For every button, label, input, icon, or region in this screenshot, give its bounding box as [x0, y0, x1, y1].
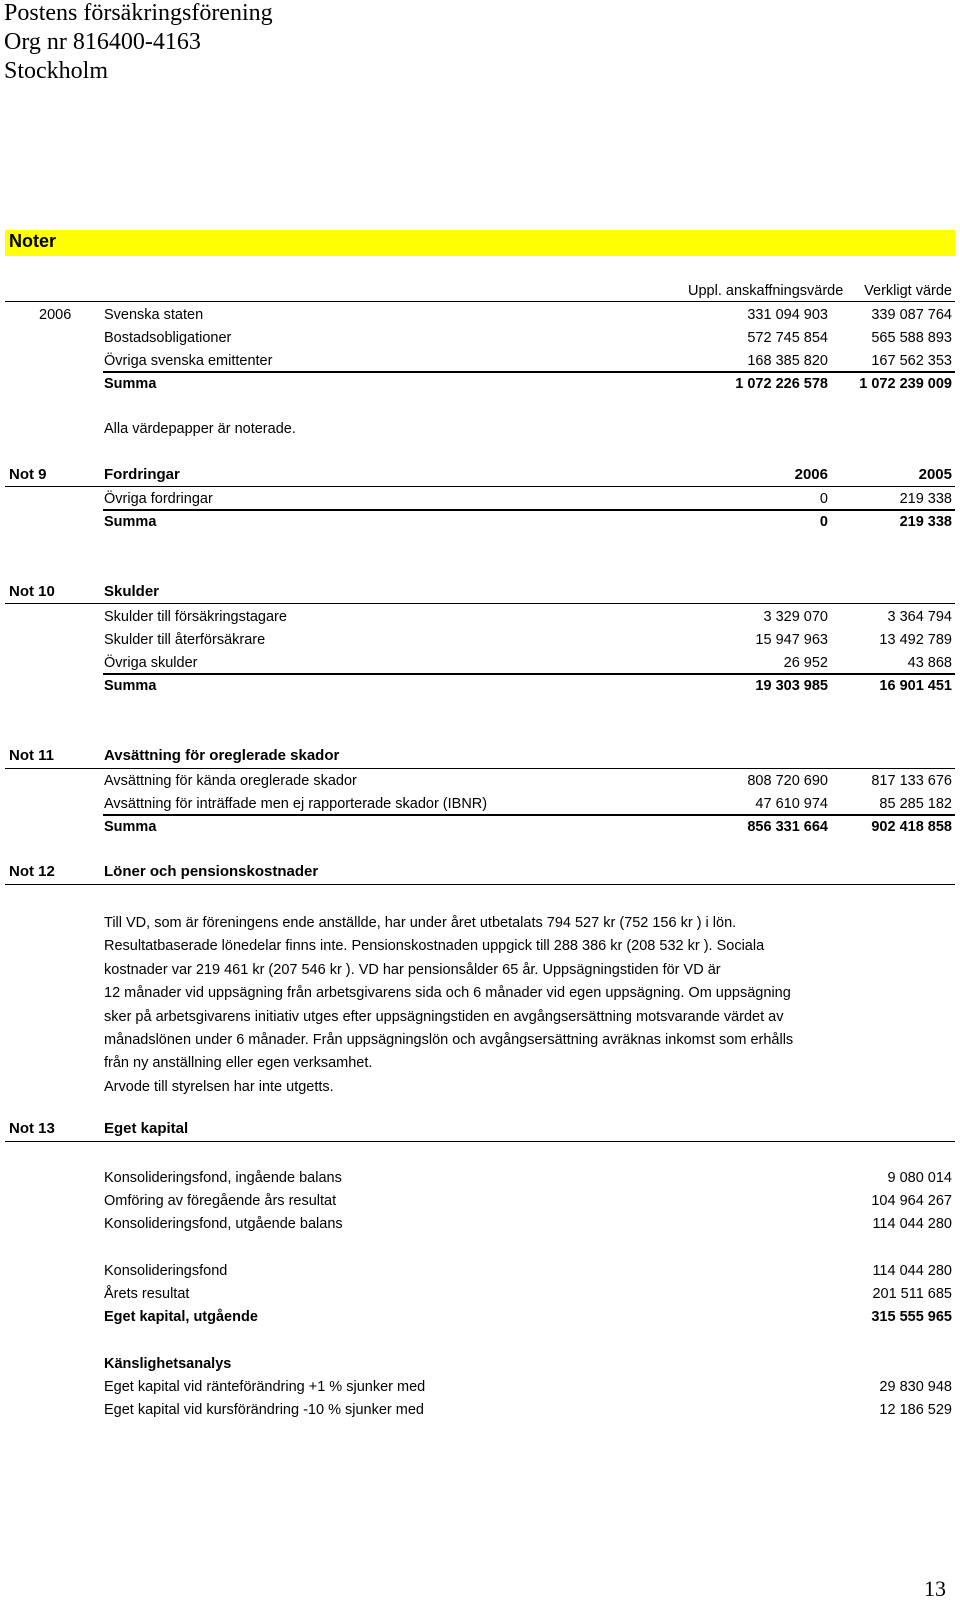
table-row-value: 43 868	[907, 655, 952, 671]
col-header-fair-value: Verkligt värde	[864, 283, 952, 299]
table-row-label: Övriga fordringar	[104, 491, 213, 507]
sum-value: 19 303 985	[755, 678, 828, 694]
paragraph-line: 12 månader vid uppsägning från arbetsgivarens sida och 6 månader vid egen uppsägning. Om uppsägning	[104, 985, 791, 1002]
table-row-value: 26 952	[783, 655, 828, 671]
sum-value: 219 338	[899, 514, 952, 530]
page-number: 13	[924, 1576, 946, 1601]
table-row-value: 0	[819, 491, 828, 507]
org-name: Postens försäkringsförening	[4, 0, 273, 26]
table-row-value: 167 562 353	[871, 353, 952, 369]
investments-note: Alla värdepapper är noterade.	[104, 421, 296, 437]
sum-value: 16 901 451	[879, 678, 952, 694]
list-item-value: 114 044 280	[872, 1263, 952, 1279]
list-item-value: 104 964 267	[871, 1193, 952, 1209]
sum-value: 1 072 226 578	[735, 376, 828, 392]
sum-label: Summa	[104, 376, 157, 392]
divider	[5, 768, 955, 769]
divider	[5, 884, 955, 885]
table-row-value: 3 364 794	[887, 609, 952, 625]
org-number: Org nr 816400-4163	[4, 29, 201, 55]
table-row-value: 565 588 893	[871, 330, 952, 346]
note-number: Not 11	[9, 747, 55, 764]
table-row-value: 15 947 963	[755, 632, 828, 648]
paragraph-line: Till VD, som är föreningens ende anställde, har under året utbetalats 794 527 kr (752 156 kr ) i lön.	[104, 915, 737, 931]
note-number: Not 10	[9, 583, 55, 600]
table-row-value: 808 720 690	[747, 773, 828, 789]
notes-title: Noter	[9, 231, 57, 251]
list-item-value: 114 044 280	[872, 1216, 952, 1232]
list-item-label: Årets resultat	[104, 1286, 190, 1302]
note-title: Fordringar	[104, 466, 180, 483]
list-item-label: Konsolideringsfond, utgående balans	[104, 1216, 343, 1232]
list-item-label: Konsolideringsfond, ingående balans	[104, 1170, 342, 1186]
table-row-label: Övriga svenska emittenter	[104, 353, 273, 369]
table-row-value: 13 492 789	[879, 632, 952, 648]
list-item-label: Eget kapital vid kursförändring -10 % sjunker med	[104, 1402, 424, 1418]
table-row-label: Skulder till återförsäkrare	[104, 632, 266, 648]
list-item-label: Omföring av föregående års resultat	[104, 1193, 337, 1209]
sum-label: Summa	[104, 514, 157, 530]
list-item-label: Konsolideringsfond	[104, 1263, 228, 1279]
paragraph-line: sker på arbetsgivarens initiativ utges efter uppsägningstiden en avgångsersättning motsvarande värdet av	[104, 1008, 784, 1025]
list-item-value: 201 511 685	[872, 1286, 952, 1302]
list-item-value: 29 830 948	[879, 1379, 952, 1395]
table-row-label: Avsättning för inträffade men ej rapporterade skador (IBNR)	[104, 796, 488, 812]
table-row-value: 3 329 070	[763, 609, 828, 625]
sum-divider	[103, 509, 955, 511]
table-row-label: Svenska staten	[104, 307, 204, 323]
paragraph-line: månadslönen under 6 månader. Från uppsägningslön och avgångsersättning avräknas inkomst som erhålls	[104, 1032, 794, 1049]
note-title: Eget kapital	[104, 1120, 189, 1137]
org-city: Stockholm	[4, 58, 109, 84]
paragraph-line: Arvode till styrelsen har inte utgetts.	[104, 1078, 334, 1095]
sum-value: 0	[819, 514, 828, 530]
table-row-value: 47 610 974	[755, 796, 828, 812]
note-title: Avsättning för oreglerade skador	[104, 747, 340, 764]
sum-value: 902 418 858	[871, 819, 952, 835]
list-item-value: 9 080 014	[887, 1170, 952, 1186]
sum-label: Summa	[104, 819, 157, 835]
col-header-2006: 2006	[794, 466, 828, 483]
note-number: Not 12	[9, 863, 55, 880]
paragraph-line: kostnader var 219 461 kr (207 546 kr ). VD har pensionsålder 65 år. Uppsägningstiden för VD är	[104, 961, 721, 978]
sum-divider	[103, 673, 955, 675]
table-row-value: 339 087 764	[871, 307, 952, 323]
divider	[5, 301, 955, 302]
sum-label: Summa	[104, 678, 157, 694]
paragraph-line: Resultatbaserade lönedelar finns inte. Pensionskostnaden uppgick till 288 386 kr (208 532 kr ). Sociala	[104, 938, 765, 955]
table-row-value: 331 094 903	[747, 307, 828, 323]
sum-divider	[103, 371, 955, 373]
divider	[5, 1141, 955, 1142]
table-row-value: 572 745 854	[747, 330, 828, 346]
list-item-value: 12 186 529	[879, 1402, 952, 1418]
investments-year: 2006	[39, 307, 72, 323]
note-title: Skulder	[104, 583, 160, 600]
divider	[5, 603, 955, 604]
sum-divider	[103, 814, 955, 816]
sensitivity-title: Känslighetsanalys	[104, 1356, 232, 1372]
table-row-value: 85 285 182	[879, 796, 952, 812]
table-row-value: 168 385 820	[747, 353, 828, 369]
salary-paragraph	[104, 912, 844, 1099]
total-value: 315 555 965	[871, 1309, 952, 1325]
table-row-value: 219 338	[899, 491, 952, 507]
note-number: Not 13	[9, 1120, 55, 1137]
table-row-label: Bostadsobligationer	[104, 330, 232, 346]
table-row-label: Övriga skulder	[104, 655, 198, 671]
notes-banner	[5, 230, 955, 256]
table-row-value: 817 133 676	[871, 773, 952, 789]
sum-value: 856 331 664	[747, 819, 828, 835]
note-title: Löner och pensionskostnader	[104, 863, 319, 880]
col-header-acquisition: Uppl. anskaffningsvärde	[688, 283, 844, 299]
divider	[5, 486, 955, 487]
list-item-label: Eget kapital vid ränteförändring +1 % sjunker med	[104, 1379, 426, 1395]
table-row-label: Avsättning för kända oreglerade skador	[104, 773, 357, 789]
note-number: Not 9	[9, 466, 47, 483]
paragraph-line: från ny anställning eller egen verksamhet.	[104, 1055, 373, 1072]
table-row-label: Skulder till försäkringstagare	[104, 609, 287, 625]
sum-value: 1 072 239 009	[859, 376, 952, 392]
col-header-2005: 2005	[918, 466, 952, 483]
total-label: Eget kapital, utgående	[104, 1309, 258, 1325]
